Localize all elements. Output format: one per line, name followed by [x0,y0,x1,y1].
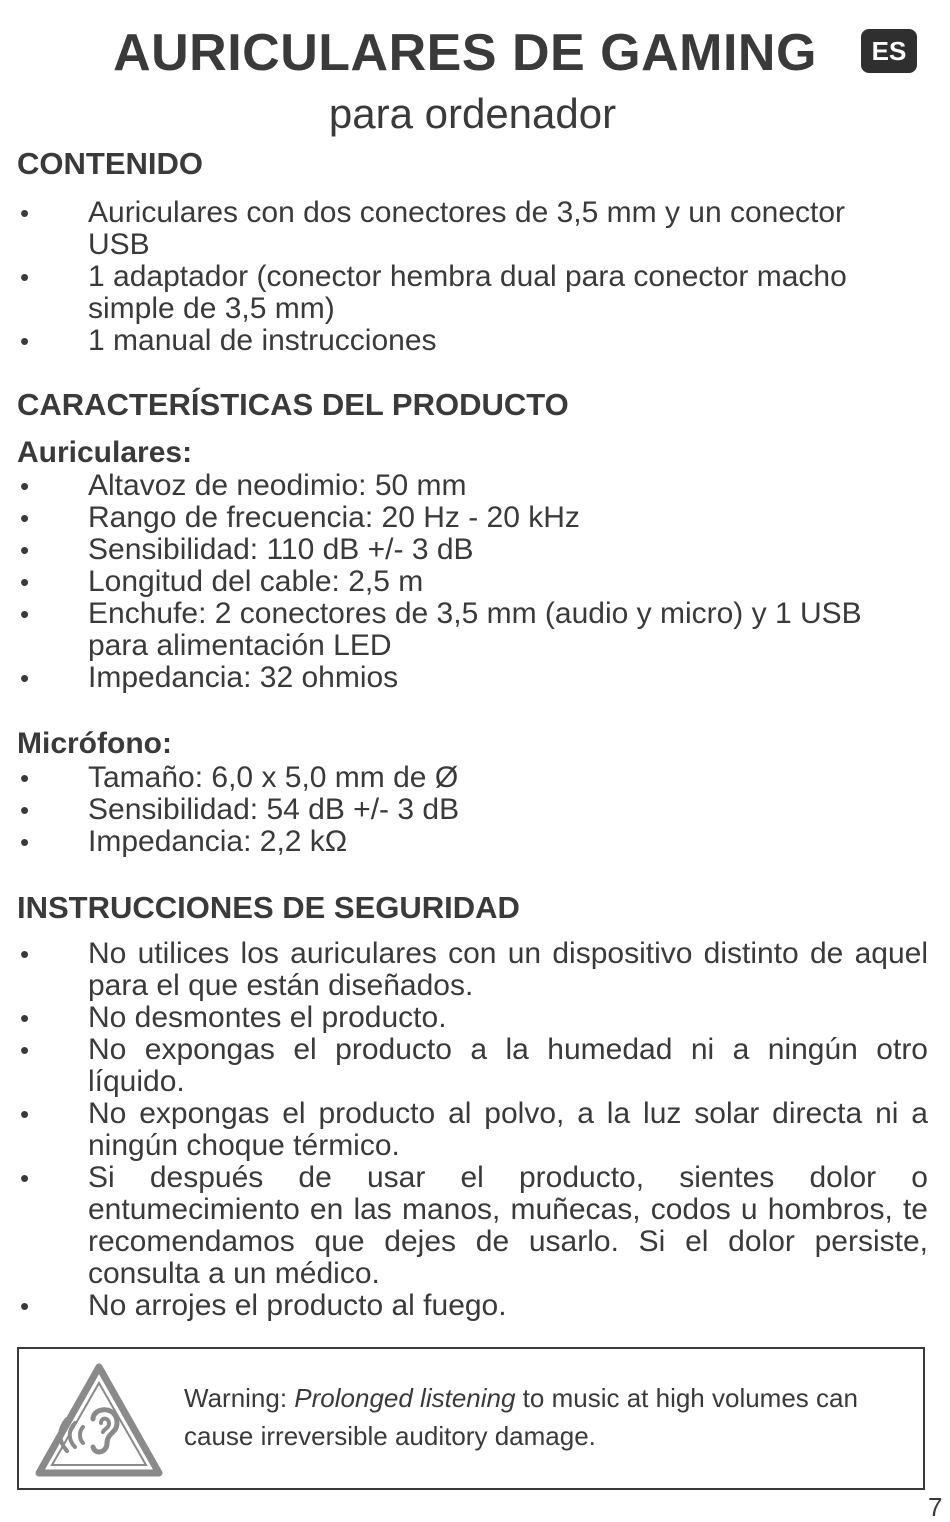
list-item: • Tamaño: 6,0 x 5,0 mm de Ø [20,761,459,794]
seguridad-list [0,938,928,1322]
bullet-icon: • [20,326,30,356]
list-item: • No expongas el producto al polvo, a la luz solar directa ni a ningún choque térmico. [20,1097,928,1162]
bullet-icon: • [20,939,30,969]
list-item: • 1 adaptador (conector hembra dual para conector macho simple de 3,5 mm) [20,260,847,325]
bullet-icon: • [20,1291,30,1321]
list-item: • Auriculares con dos conectores de 3,5 mm y un conector USB [20,196,846,261]
list-item: • No desmontes el producto. [20,1001,447,1034]
list-item: • No expongas el producto a la humedad ni a ningún otro líquido. [20,1033,928,1098]
list-item: • Longitud del cable: 2,5 m [20,565,424,598]
bullet-icon: • [20,827,30,857]
bullet-icon: • [20,262,30,292]
bullet-icon: • [20,198,30,228]
list-item: • No utilices los auriculares con un dispositivo distinto de aquel para el que están diseñados. [20,937,928,1002]
bullet-icon: • [20,795,30,825]
bullet-icon: • [20,1163,30,1193]
bullet-icon: • [20,567,30,597]
bullet-icon: • [20,471,30,501]
bullet-icon: • [20,763,30,793]
language-badge: ES [861,29,917,73]
list-item: • 1 manual de instrucciones [20,324,437,357]
bullet-icon: • [20,1035,30,1065]
list-item: • No arrojes el producto al fuego. [20,1289,507,1322]
list-item: • Enchufe: 2 conectores de 3,5 mm (audio y micro) y 1 USB para alimentación LED [20,597,862,662]
bullet-icon: • [20,663,30,693]
list-item: • Sensibilidad: 110 dB +/- 3 dB [20,533,474,566]
page-subtitle: para ordenador [328,90,617,137]
contenido-heading: CONTENIDO [17,146,203,181]
list-item: • Impedancia: 32 ohmios [20,661,399,694]
bullet-icon: • [20,599,30,629]
hearing-warning-icon [33,1361,165,1479]
bullet-icon: • [20,1003,30,1033]
seguridad-heading: INSTRUCCIONES DE SEGURIDAD [17,890,520,925]
contenido-list [0,197,900,357]
auriculares-subheading: Auriculares: [17,436,193,469]
warning-text: Warning: Prolonged listening to music at high volumes can cause irreversible auditory damage. [184,1383,858,1451]
microfono-subheading: Micrófono: [17,727,172,760]
bullet-icon: • [20,535,30,565]
list-item: • Rango de frecuencia: 20 Hz - 20 kHz [20,501,580,534]
list-item: • Impedancia: 2,2 kΩ [20,825,348,858]
caracteristicas-heading: CARACTERÍSTICAS DEL PRODUCTO [17,387,569,422]
bullet-icon: • [20,1099,30,1129]
list-item: • Si después de usar el producto, sientes dolor o entumecimiento en las manos, muñecas, codos u hombros, te recomendamos que dejes de usarlo. Si el dolor persiste, consulta a un médico. [20,1161,928,1290]
bullet-icon: • [20,503,30,533]
microfono-spec-list [0,762,925,858]
auriculares-spec-list [0,470,925,694]
page-number: 7 [928,1492,943,1522]
page-title: AURICULARES DE GAMING [113,24,817,82]
warning-box [17,1347,925,1490]
list-item: • Sensibilidad: 54 dB +/- 3 dB [20,793,460,826]
list-item: • Altavoz de neodimio: 50 mm [20,469,467,502]
